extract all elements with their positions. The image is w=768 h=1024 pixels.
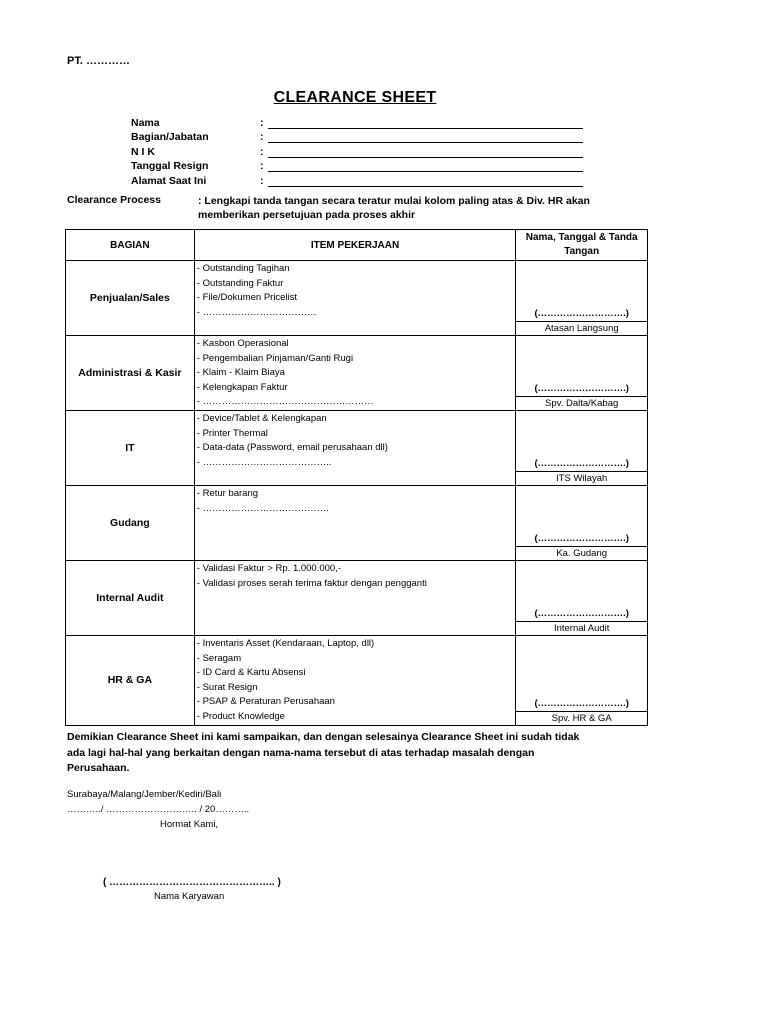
header-item-pekerjaan: ITEM PEKERJAAN [194,230,516,261]
signature-box[interactable] [516,261,647,321]
signature-box[interactable] [516,336,647,396]
list-item: - Outstanding Tagihan [196,263,290,274]
table-row [66,636,648,726]
row-signature[interactable] [516,261,648,336]
document-title: CLEARANCE SHEET [273,89,437,106]
table-row [66,261,648,336]
company-name: PT. ………… [67,55,130,67]
signer-role: Ka. Gudang [516,546,647,560]
list-item: - ……………………………………………… [196,396,374,408]
row-bagian: Internal Audit [66,561,195,636]
field-label: Nama [131,116,160,129]
closing-statement: Demikian Clearance Sheet ini kami sampaikan, dan dengan selesainya Clearance Sheet ini sudah tidak ada lagi hal-hal yang berkaitan dengan nama-nama tersebut di atas terhadap masalah dengan Perusahaan. [67,731,580,774]
list-item: - Surat Resign [196,681,258,693]
signature-box[interactable] [516,651,647,711]
list-item: - File/Dokumen Pricelist [196,292,298,304]
row-items [194,636,516,726]
field-input-line[interactable] [268,175,583,187]
signature-name-line: (……………………….) [534,458,629,469]
employee-signature-label: Nama Karyawan [154,891,225,902]
row-bagian: Penjualan/Sales [66,261,195,336]
row-bagian: Administrasi & Kasir [66,336,195,411]
header-bagian: BAGIAN [66,230,195,261]
signature-name-line: (……………………….) [534,308,629,319]
table-row [66,561,648,636]
signer-role: Internal Audit [516,621,647,635]
list-item: - Kelengkapan Faktur [196,381,288,393]
row-items [194,336,516,411]
list-item: - Klaim - Klaim Biaya [196,367,285,379]
list-item: - Retur barang [196,488,259,499]
signer-role: Spv. Dalta/Kabag [516,396,647,410]
list-item: - Data-data (Password, email perusahaan dll) [196,442,388,454]
list-item: - Validasi proses serah terima faktur dengan pengganti [196,577,427,589]
list-item: - Device/Tablet & Kelengkapan [196,413,327,424]
list-item: - Validasi Faktur > Rp. 1.000.000,- [196,563,342,574]
signature-box[interactable] [516,411,647,471]
signer-role: Atasan Langsung [516,321,647,335]
field-colon: : [260,174,264,187]
date-line[interactable]: ………../ ……………………….. / 20……….. [67,804,250,815]
field-label: Alamat Saat Ini [131,174,207,187]
list-item: - Outstanding Faktur [196,277,284,289]
signer-role: Spv. HR & GA [516,711,647,725]
field-nama[interactable] [131,114,583,129]
list-item: - ………………………………….. [196,456,332,468]
field-nik[interactable] [131,143,583,158]
row-bagian: Gudang [66,486,195,561]
list-item: - Inventaris Asset (Kendaraan, Laptop, dll) [196,638,375,649]
signature-box[interactable] [516,486,647,546]
signature-name-line: (……………………….) [534,533,629,544]
field-colon: : [260,131,264,144]
list-item: - ID Card & Kartu Absensi [196,667,306,679]
list-item: - Printer Thermal [196,427,268,439]
field-label: Tanggal Resign [131,160,209,173]
list-item: - …………………………………. [196,502,329,514]
clearance-table [65,229,648,726]
employee-fields [131,114,583,187]
row-signature[interactable] [516,411,648,486]
field-alamat[interactable] [131,172,583,187]
row-signature[interactable] [516,561,648,636]
list-item: - Seragam [196,652,242,664]
list-item: - Product Knowledge [196,710,285,722]
table-row [66,336,648,411]
row-signature[interactable] [516,636,648,726]
field-bagian-jabatan[interactable] [131,129,583,144]
field-colon: : [260,116,264,129]
field-label: N I K [131,145,155,158]
field-colon: : [260,160,264,173]
row-items [194,411,516,486]
list-item: - ……………………………… [196,306,317,318]
signature-name-line: (……………………….) [534,383,629,394]
list-item: - Kasbon Operasional [196,338,289,349]
row-bagian: HR & GA [66,636,195,726]
row-items [194,486,516,561]
row-items [194,261,516,336]
table-header-row [66,230,648,261]
field-colon: : [260,145,264,158]
table-row [66,486,648,561]
field-tanggal-resign[interactable] [131,158,583,173]
row-signature[interactable] [516,486,648,561]
signature-name-line: (……………………….) [534,608,629,619]
list-item: - Pengembalian Pinjaman/Ganti Rugi [196,352,354,364]
field-input-line[interactable] [268,131,583,143]
process-instruction: : Lengkapi tanda tangan secara teratur mulai kolom paling atas & Div. HR akan memberikan persetujuan pada proses akhir [198,195,590,221]
header-signature: Nama, Tanggal & Tanda Tangan [516,230,648,261]
row-bagian: IT [66,411,195,486]
field-input-line[interactable] [268,117,583,129]
employee-signature-line[interactable]: ( ………………………………………….. ) [103,877,281,888]
signature-name-line: (……………………….) [534,697,629,709]
place-date [67,787,249,817]
signature-box[interactable] [516,561,647,621]
table-row [66,411,648,486]
list-item: - PSAP & Peraturan Perusahaan [196,696,335,708]
closing-greeting: Hormat Kami, [160,819,219,830]
cities-list: Surabaya/Malang/Jember/Kediri/Bali [67,789,222,800]
signer-role: ITS Wilayah [516,471,647,485]
process-label: Clearance Process [67,194,161,206]
row-signature[interactable] [516,336,648,411]
field-input-line[interactable] [268,160,583,172]
field-input-line[interactable] [268,146,583,158]
field-label: Bagian/Jabatan [131,131,209,144]
row-items [194,561,516,636]
